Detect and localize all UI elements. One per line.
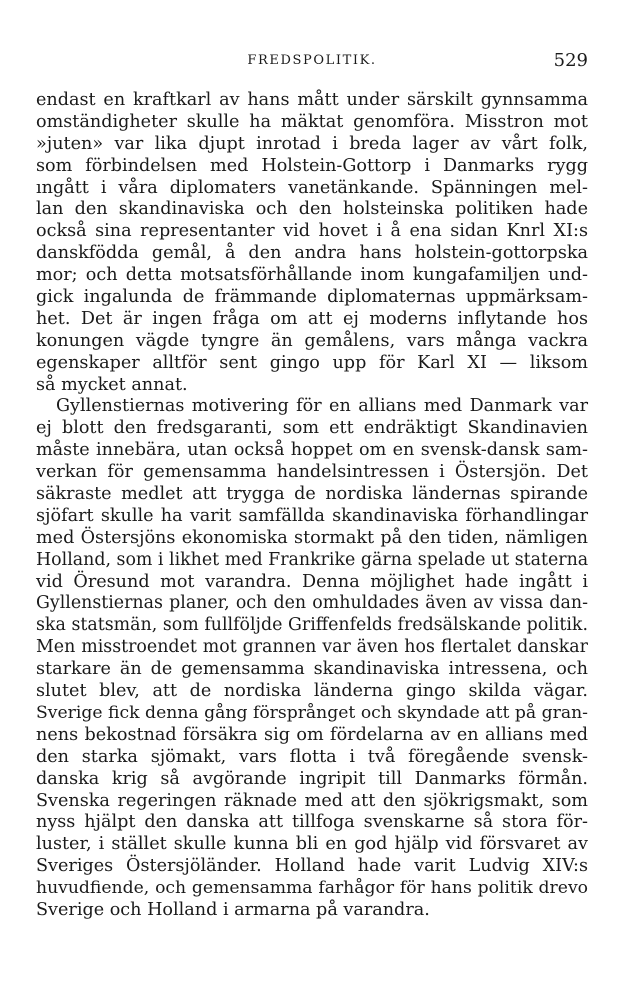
text-line: lan den skandinaviska och den holsteinska politiken hade: [36, 199, 588, 220]
text-line: nens bekostnad försäkra sig om fördelarna av en allians med: [36, 724, 588, 745]
text-line: vid Öresund mot varandra. Denna möjlighet hade ingått i: [36, 571, 588, 592]
text-line: också sina representanter vid hovet i å ena sidan Knrl XI:s: [36, 221, 588, 242]
text-line: nyss hjälpt den danska att tillfoga svenskarne så stora för-: [36, 812, 588, 833]
running-head: [36, 50, 588, 72]
text-line: Holland, som i likhet med Frankrike gärna spelade ut staterna: [36, 549, 589, 570]
text-line: Sveriges Östersjöländer. Holland hade varit Ludvig XIV:s: [36, 856, 588, 877]
text-line: Sverige fick denna gång försprånget och skyndade att på gran-: [36, 702, 588, 723]
text-line-paragraph-start: Gyllenstiernas motivering för en allians med Danmark var: [56, 396, 588, 417]
text-line: måste innebära, utan också hoppet om en svensk-dansk sam-: [36, 440, 588, 461]
text-line: konungen vägde tyngre än gemålens, vars många vackra: [36, 330, 588, 351]
text-line: Svenska regeringen räknade med att den sjökrigsmakt, som: [36, 790, 588, 811]
text-line: ska statsmän, som fullföljde Griffenfelds fredsälskande politik.: [36, 615, 588, 636]
text-line: verkan för gemensamma handelsintressen i Östersjön. Det: [36, 462, 588, 483]
text-line-paragraph-end: så mycket annat.: [36, 374, 188, 395]
text-line: egenskaper alltför sent gingo upp för Karl XI — liksom: [36, 352, 588, 373]
text-line: den starka sjömakt, vars flotta i två föregående svensk-: [36, 746, 588, 767]
text-line: ej blott den fredsgaranti, som ett endräktigt Skandinavien: [36, 418, 588, 439]
text-line: gick ingalunda de främmande diplomaternas uppmärksam-: [36, 287, 588, 308]
text-line: danskfödda gemål, å den andra hans holstein-gottorpska: [36, 243, 588, 264]
text-line: danska krig så avgörande ingripit till Danmarks förmån.: [36, 768, 588, 789]
text-line: Men misstroendet mot grannen var även hos flertalet danskar: [36, 637, 588, 658]
text-line: säkraste medlet att trygga de nordiska ländernas spirande: [36, 484, 588, 505]
text-line: het. Det är ingen fråga om att ej moderns inflytande hos: [36, 308, 588, 329]
text-line: ıngått i våra diplomaters vanetänkande. Spänningen mel-: [36, 177, 588, 198]
running-head-title: FREDSPOLITIK.: [247, 53, 377, 68]
text-line: sjöfart skulle ha varit samfällda skandinaviska förhandlingar: [36, 505, 588, 526]
page-number: 529: [553, 50, 588, 71]
text-line: »juten» var lika djupt inrotad i breda lager av vårt folk,: [36, 133, 588, 154]
text-line: med Östersjöns ekonomiska stormakt på den tiden, nämligen: [36, 527, 588, 548]
text-line: omständigheter skulle ha mäktat genomföra. Misstron mot: [36, 111, 588, 132]
text-line: mor; och detta motsatsförhållande inom kungafamiljen und-: [36, 265, 588, 286]
text-line-paragraph-end: Sverige och Holland i armarna på varandra.: [36, 899, 430, 920]
body-text: [36, 90, 588, 922]
text-line: slutet blev, att de nordiska länderna gingo skilda vägar.: [36, 681, 588, 702]
text-line: endast en kraftkarl av hans mått under särskilt gynnsamma: [36, 90, 588, 110]
text-line: Gyllenstiernas planer, och den omhuldades även av vissa dan-: [36, 593, 588, 614]
text-line: luster, i stället skulle kunna bli en god hjälp vid försvaret av: [36, 834, 588, 855]
text-line: som förbindelsen med Holstein-Gottorp i Danmarks rygg: [36, 155, 588, 176]
text-line: starkare än de gemensamma skandinaviska intressena, och: [36, 659, 588, 680]
text-line: huvudfiende, och gemensamma farhågor för hans politik drevo: [36, 878, 588, 899]
